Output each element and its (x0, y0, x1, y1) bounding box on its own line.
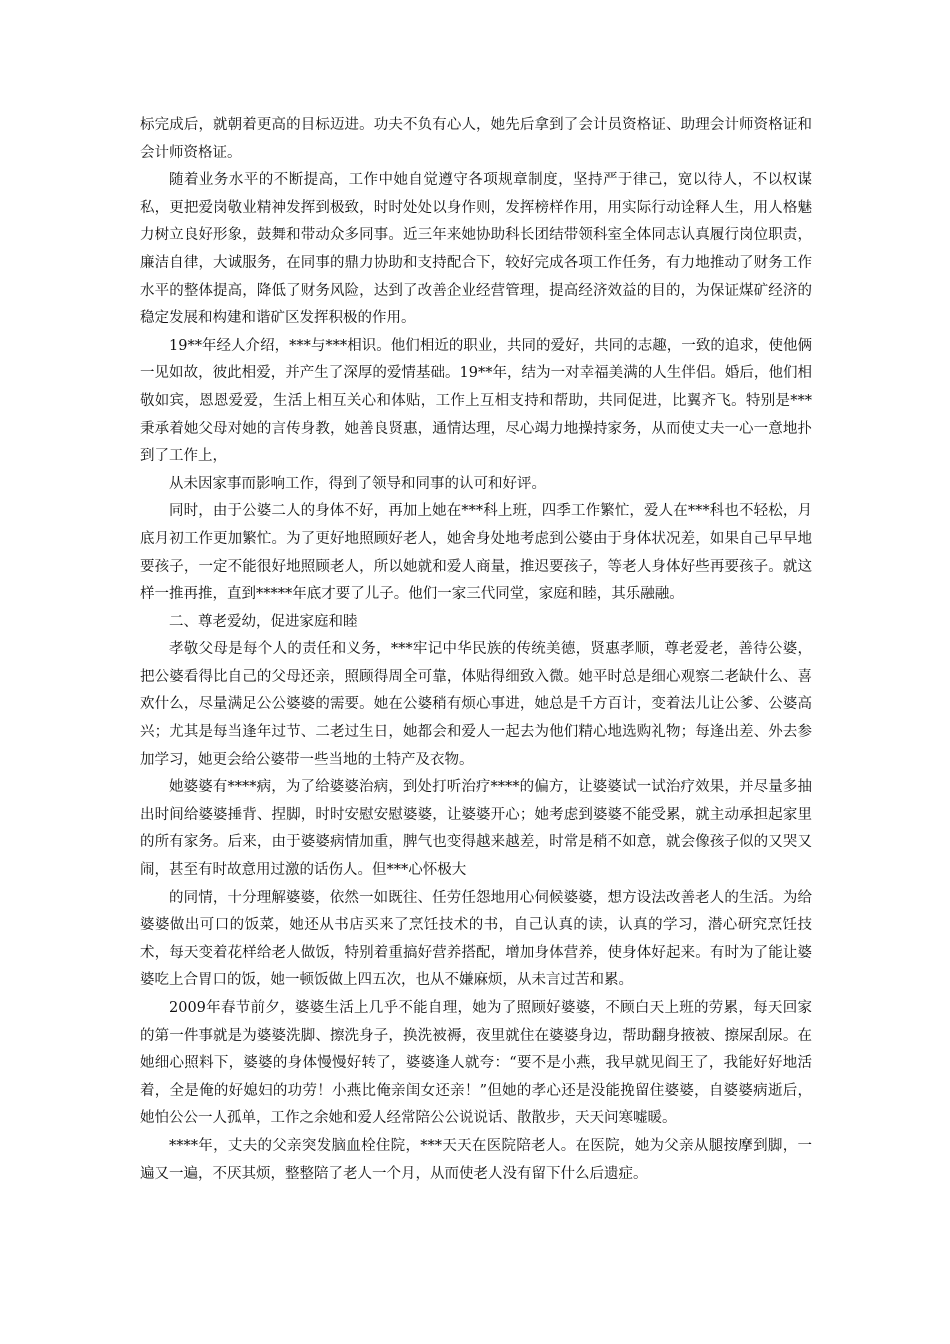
paragraph-continuation: 标完成后，就朝着更高的目标迈进。功夫不负有心人，她先后拿到了会计员资格证、助理会计师资格证和会计师资格证。 (140, 117, 812, 161)
paragraph-spring-festival: 2009年春节前夕，婆婆生活上几乎不能自理，她为了照顾好婆婆，不顾白天上班的劳累，每天回家的第一件事就是为婆婆洗脚、擦洗身子，换洗被褥，夜里就住在婆婆身边，帮助翻身掖被、擦屎刮尿。在她细心照料下，婆婆的身体慢慢好转了，婆婆逢人就夸：“要不是小燕，我早就见阎王了，我能好好地活着，全是俺的好媳妇的功劳！小燕比俺亲闺女还亲！”但她的孝心还是没能挽留住婆婆，自婆婆病逝后，她怕公公一人孤单，工作之余她和爱人经常陪公公说说话、散散步，天天问寒嘘暖。 (140, 1000, 812, 1127)
paragraph-filial-piety: 孝敬父母是每个人的责任和义务，***牢记中华民族的传统美德，贤惠孝顺，尊老爱老，善待公婆，把公婆看得比自己的父母还亲，照顾得周全可靠，体贴得细致入微。她平时总是细心观察二老缺什么、喜欢什么，尽量满足公公婆婆的需要。她在公婆稍有烦心事进，她总是千方百计，变着法儿让公爹、公婆高兴；尤其是每当逢年过节、二老过生日，她都会和爱人一起去为他们精心地选购礼物；每逢出差、外去参加学习，她更会给公婆带一些当地的土特产及衣物。 (140, 641, 812, 768)
paragraph-work-ethic: 随着业务水平的不断提高，工作中她自觉遵守各项规章制度，坚持严于律己，宽以待人，不以权谋私，更把爱岗敬业精神发挥到极致，时时处处以身作则，发挥榜样作用，用实际行动诠释人生，用人格魅力树立良好形象，鼓舞和带动众多同事。近三年来她协助科长团结带领科室全体同志认真履行岗位职责，廉洁自律，大诚服务，在同事的鼎力协助和支持配合下，较好完成各项工作任务，有力地推动了财务工作水平的整体提高，降低了财务风险，达到了改善企业经营管理，提高经济效益的目的，为保证煤矿经济的稳定发展和构建和谐矿区发挥积极的作用。 (140, 172, 812, 327)
document-body (140, 112, 812, 1188)
section-heading: 二、尊老爱幼，促进家庭和睦 (169, 613, 358, 630)
paragraph-caring: 的同情，十分理解婆婆，依然一如既往、任劳任怨地用心伺候婆婆，想方设法改善老人的生活。为给婆婆做出可口的饭菜，她还从书店买来了烹饪技术的书，自己认真的读，认真的学习，潜心研究烹饪技术，每天变着花样给老人做饭，特别着重搞好营养搭配，增加身体营养，使身体好起来。有时为了能让婆婆吃上合胃口的饭，她一顿饭做上四五次，也从不嫌麻烦，从未言过苦和累。 (140, 889, 812, 989)
paragraph-mother-in-law-illness: 她婆婆有****病，为了给婆婆治病，到处打听治疗****的偏方，让婆婆试一试治疗效果，并尽量多抽出时间给婆婆捶背、捏脚，时时安慰安慰婆婆，让婆婆开心；她考虑到婆婆不能受累，就主动承担起家里的所有家务。后来，由于婆婆病情加重，脾气也变得越来越差，时常是稍不如意，就会像孩子似的又哭又闹，甚至有时故意用过激的话伤人。但***心怀极大 (140, 779, 812, 879)
paragraph-father-in-law: ****年，丈夫的父亲突发脑血栓住院，***天天在医院陪老人。在医院，她为父亲从腿按摩到脚，一遍又一遍，不厌其烦，整整陪了老人一个月，从而使老人没有留下什么后遗症。 (140, 1137, 812, 1182)
paragraph-marriage: 19**年经人介绍，***与***相识。他们相近的职业，共同的爱好，共同的志趣，一致的追求，使他俩一见如故，彼此相爱，并产生了深厚的爱情基础。19**年，结为一对幸福美满的人生伴侣。婚后，他们相敬如宾，恩恩爱爱，生活上相互关心和体贴，工作上互相支持和帮助，共同促进，比翼齐飞。特别是***秉承着她父母对她的言传身教，她善良贤惠，通情达理，尽心竭力地操持家务，从而使丈夫一心一意地扑到了工作上， (140, 337, 812, 465)
paragraph-recognition: 从未因家事而影响工作，得到了领导和同事的认可和好评。 (169, 475, 546, 492)
paragraph-family-planning: 同时，由于公婆二人的身体不好，再加上她在***科上班，四季工作繁忙，爱人在***科也不轻松，月底月初工作更加繁忙。为了更好地照顾好老人，她舍身处地考虑到公婆由于身体状况差，如果自己早早地要孩子，一定不能很好地照顾老人，所以她就和爱人商量，推迟要孩子，等老人身体好些再要孩子。就这样一推再推，直到*****年底才要了儿子。他们一家三代同堂，家庭和睦，其乐融融。 (140, 503, 812, 603)
